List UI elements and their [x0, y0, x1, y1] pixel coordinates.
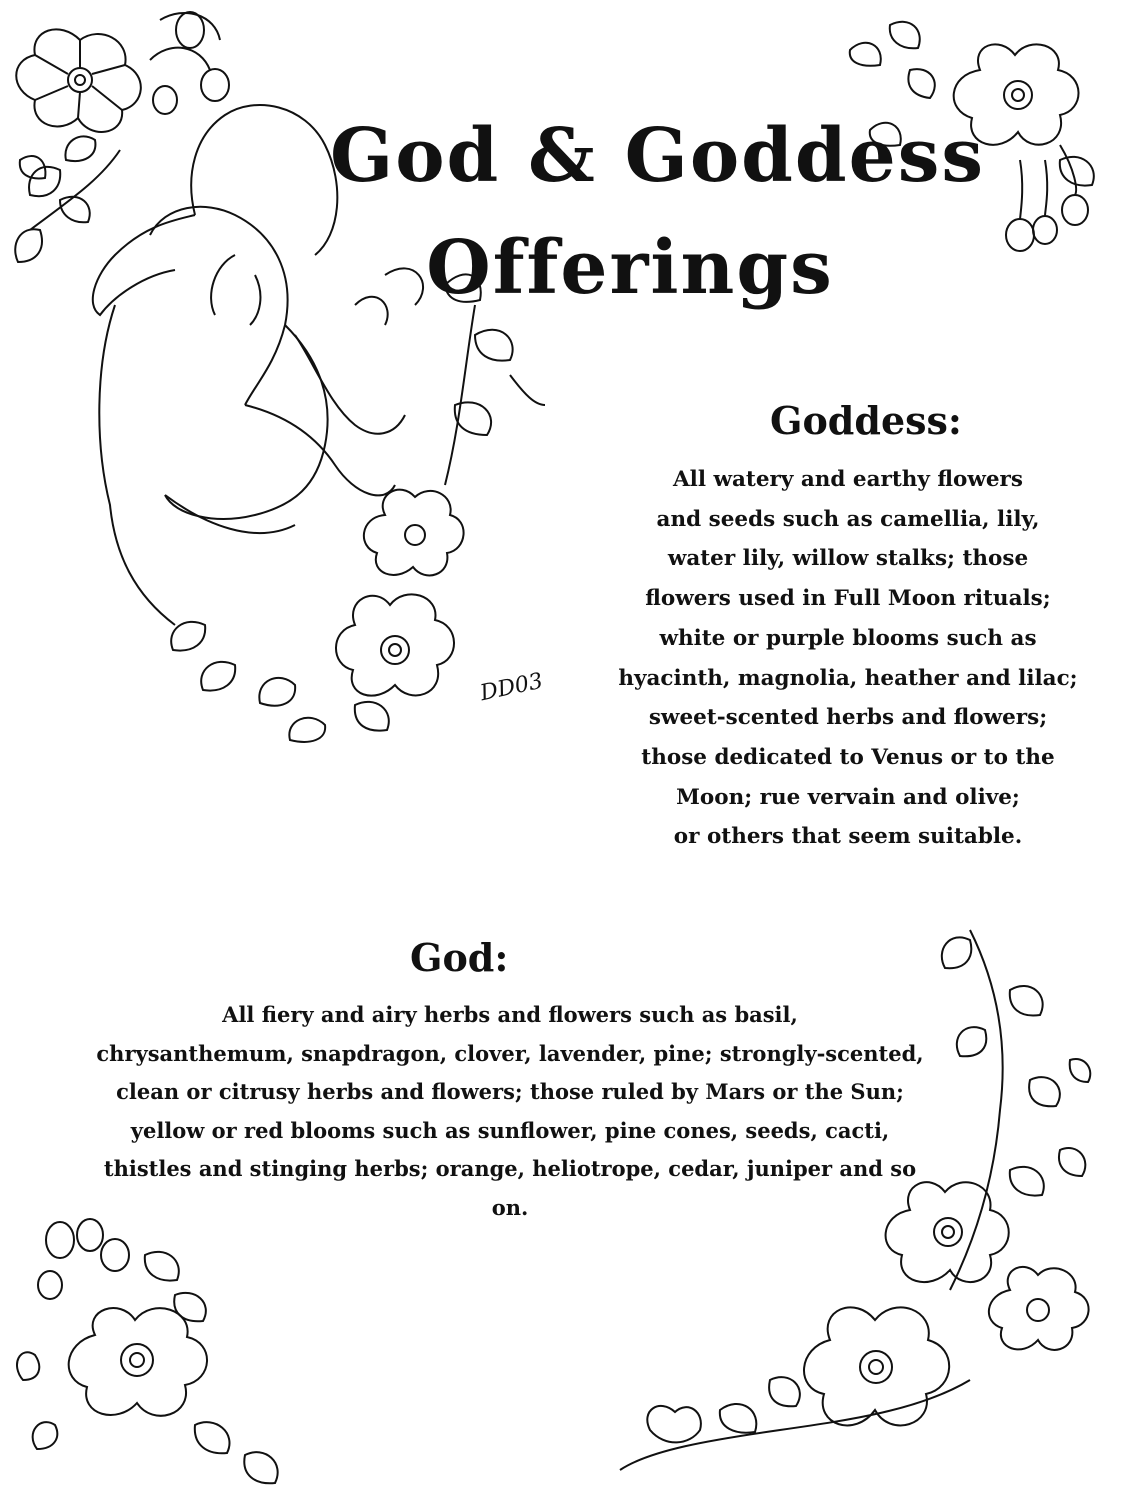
rose-flower-icon [989, 1267, 1089, 1350]
goddess-heading: Goddess: [770, 398, 962, 443]
page-title-line-2: Offerings [426, 225, 834, 311]
page-title-line-1: God & Goddess [330, 113, 986, 199]
goddess-text-line: and seeds such as camellia, lily, [656, 506, 1040, 532]
goddess-text-line: sweet-scented herbs and flowers; [648, 705, 1048, 731]
god-text-line: All fiery and airy herbs and flowers such as basil, [222, 1002, 798, 1027]
artist-signature: DD03 [478, 668, 546, 707]
rose-flower-icon [364, 490, 464, 576]
god-offerings-text [80, 996, 940, 1227]
rose-flower-icon [336, 594, 454, 695]
goddess-text-line: All watery and earthy flowers [672, 467, 1023, 492]
god-text-line: clean or citrusy herbs and flowers; those ruled by Mars or the Sun; [116, 1079, 904, 1104]
god-text-line: thistles and stinging herbs; orange, heliotrope, cedar, juniper and so [103, 1156, 917, 1181]
goddess-text-line: those dedicated to Venus or to the [641, 744, 1055, 770]
god-heading: God: [410, 935, 509, 980]
god-text-line: yellow or red blooms such as sunflower, pine cones, seeds, cacti, [130, 1117, 890, 1143]
god-text-line: on. [491, 1194, 529, 1220]
rose-flower-icon [69, 1308, 207, 1416]
goddess-text-line: water lily, willow stalks; those [667, 546, 1029, 572]
page-title [330, 100, 986, 324]
goddess-text-line: Moon; rue vervain and olive; [676, 784, 1020, 810]
goddess-offerings-text [598, 460, 1098, 857]
god-text-line: chrysanthemum, snapdragon, clover, lavender, pine; strongly-scented, [96, 1040, 924, 1066]
floral-ornament-bottom-left [15, 1215, 315, 1495]
goddess-text-line: flowers used in Full Moon rituals; [645, 586, 1051, 612]
goddess-text-line: hyacinth, magnolia, heather and lilac; [618, 665, 1078, 691]
goddess-text-line: or others that seem suitable. [673, 824, 1023, 850]
goddess-text-line: white or purple blooms such as [659, 625, 1037, 651]
rose-flower-icon [804, 1307, 949, 1425]
